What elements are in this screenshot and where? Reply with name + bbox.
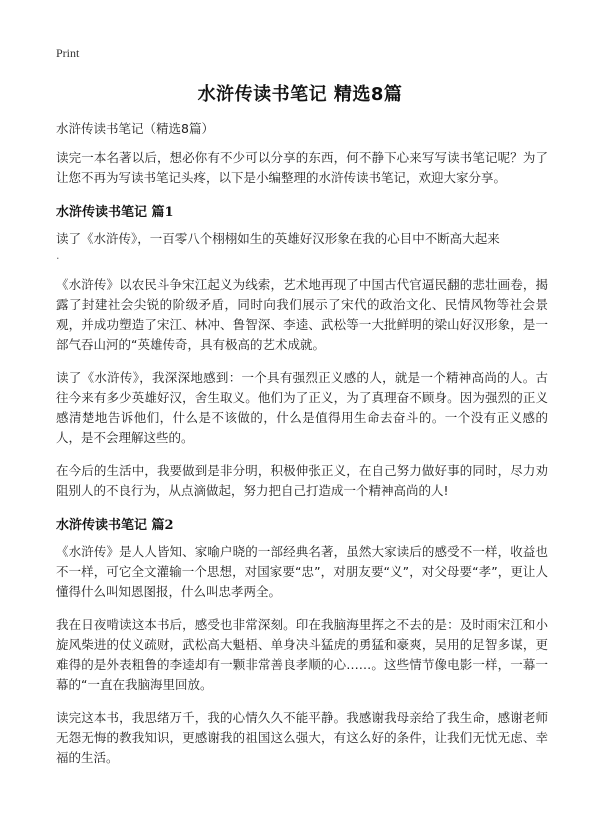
section-1-paragraph-1-tail: . (56, 249, 60, 262)
intro-paragraph: 读完一本名著以后，想必你有不少可以分享的东西，何不静下心来写写读书笔记呢？为了让您不再为写读书笔记头疼，以下是小编整理的水浒传读书笔记，欢迎大家分享。 (56, 150, 548, 185)
document-body (56, 119, 548, 781)
document-title: 水浒传读书笔记 精选8篇 (197, 84, 403, 105)
section-1-paragraph-3: 读了《水浒传》，我深深地感到：一个具有强烈正义感的人，就是一个精神高尚的人。古往今来有多少英雄好汉，舍生取义。他们为了正义，为了真理奋不顾身。因为强烈的正义感清楚地告诉他们，什么是不该做的，什么是值得用生命去奋斗的。一个没有正义感的人，是不会理解这些的。 (56, 370, 548, 445)
section-1-paragraph-2: 《水浒传》以农民斗争宋江起义为线索，艺术地再现了中国古代官逼民翻的悲壮画卷，揭露了封建社会尖锐的阶级矛盾，同时向我们展示了宋代的政治文化、民情风物等社会景观，并成功塑造了宋江、林冲、鲁智深、李逵、武松等一大批鲜明的梁山好汉形象，是一部气吞山河的“英雄传奇，具有极高的艺术成就。 (56, 277, 548, 352)
document-subtitle: 水浒传读书笔记（精选8篇） (56, 121, 214, 136)
print-link[interactable]: Print (56, 46, 80, 60)
section-2-paragraph-1: 《水浒传》是人人皆知、家喻户晓的一部经典名著，虽然大家读后的感受不一样，收益也不一样，可它全文灌输一个思想，对国家要“忠”，对朋友要“义”，对父母要“孝”，更让人懂得什么叫知恩图报，什么叫忠孝两全。 (56, 544, 548, 599)
section-1-paragraph-4: 在今后的生活中，我要做到是非分明，积极伸张正义，在自己努力做好事的同时，尽力劝阻别人的不良行为，从点滴做起，努力把自己打造成一个精神高尚的人! (56, 463, 548, 498)
section-1-paragraph-1: 读了《水浒传》，一百零八个栩栩如生的英雄好汉形象在我的心目中不断高大起来 (56, 231, 500, 246)
section-2-heading: 水浒传读书笔记 篇2 (56, 518, 174, 533)
section-2-paragraph-3: 读完这本书，我思绪万千，我的心情久久不能平静。我感谢我母亲给了我生命，感谢老师无怨无悔的教我知识，更感谢我的祖国这么强大，有这么好的条件，让我们无忧无虑、幸福的生活。 (56, 710, 548, 765)
section-1-heading: 水浒传读书笔记 篇1 (56, 205, 174, 220)
section-2-paragraph-2: 我在日夜啃读这本书后，感受也非常深刻。印在我脑海里挥之不去的是：及时雨宋江和小旋风柴进的仗义疏财，武松高大魁梧、单身决斗猛虎的勇猛和豪爽，吴用的足智多谋，更难得的是外表粗鲁的李逵却有一颗非常善良孝顺的心……。这些情节像电影一样，一幕一幕的“一直在我脑海里回放。 (56, 617, 548, 692)
